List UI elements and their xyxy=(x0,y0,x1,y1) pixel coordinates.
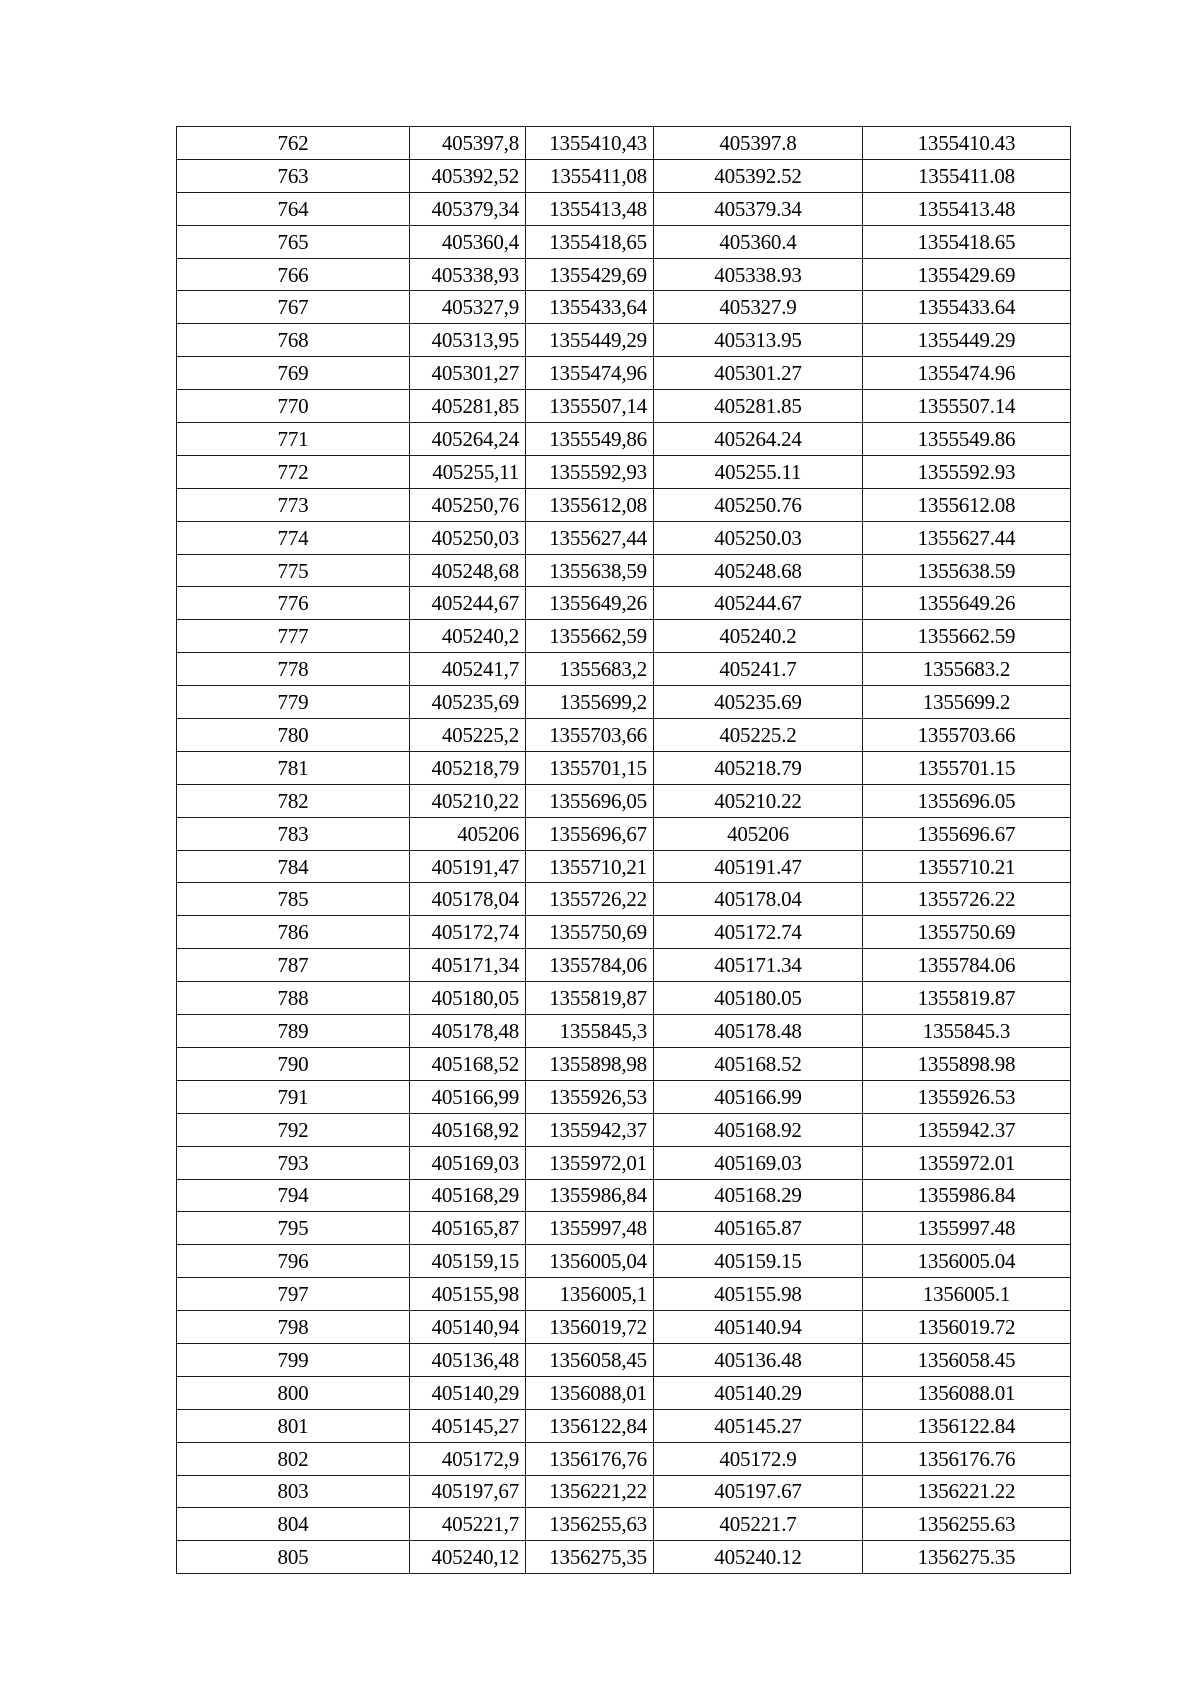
x-coord-comma-cell: 405240,2 xyxy=(410,620,526,653)
y-coord-dot-cell: 1355942.37 xyxy=(863,1113,1071,1146)
x-coord-comma-cell: 405140,94 xyxy=(410,1311,526,1344)
y-coord-dot-cell: 1356005.04 xyxy=(863,1245,1071,1278)
x-coord-comma-cell: 405392,52 xyxy=(410,159,526,192)
point-number-cell: 766 xyxy=(177,258,410,291)
table-row xyxy=(177,554,1071,587)
x-coord-comma-cell: 405313,95 xyxy=(410,324,526,357)
x-coord-comma-cell: 405281,85 xyxy=(410,390,526,423)
table-row xyxy=(177,225,1071,258)
x-coord-dot-cell: 405264.24 xyxy=(654,423,863,456)
x-coord-dot-cell: 405392.52 xyxy=(654,159,863,192)
table-row xyxy=(177,784,1071,817)
x-coord-comma-cell: 405171,34 xyxy=(410,949,526,982)
table-row xyxy=(177,686,1071,719)
coordinates-table-body xyxy=(177,127,1071,1574)
x-coord-dot-cell: 405197.67 xyxy=(654,1475,863,1508)
y-coord-comma-cell: 1355726,22 xyxy=(526,883,654,916)
y-coord-dot-cell: 1356088.01 xyxy=(863,1376,1071,1409)
point-number-cell: 781 xyxy=(177,751,410,784)
table-row xyxy=(177,1409,1071,1442)
y-coord-comma-cell: 1355972,01 xyxy=(526,1146,654,1179)
x-coord-dot-cell: 405166.99 xyxy=(654,1080,863,1113)
x-coord-dot-cell: 405145.27 xyxy=(654,1409,863,1442)
y-coord-comma-cell: 1355696,05 xyxy=(526,784,654,817)
y-coord-comma-cell: 1356088,01 xyxy=(526,1376,654,1409)
x-coord-comma-cell: 405225,2 xyxy=(410,719,526,752)
table-row xyxy=(177,949,1071,982)
y-coord-dot-cell: 1355701.15 xyxy=(863,751,1071,784)
x-coord-dot-cell: 405168.52 xyxy=(654,1047,863,1080)
x-coord-dot-cell: 405172.9 xyxy=(654,1442,863,1475)
table-row xyxy=(177,1245,1071,1278)
y-coord-comma-cell: 1355784,06 xyxy=(526,949,654,982)
point-number-cell: 780 xyxy=(177,719,410,752)
table-row xyxy=(177,1442,1071,1475)
y-coord-dot-cell: 1355696.67 xyxy=(863,817,1071,850)
table-row xyxy=(177,883,1071,916)
point-number-cell: 803 xyxy=(177,1475,410,1508)
y-coord-comma-cell: 1355612,08 xyxy=(526,488,654,521)
x-coord-dot-cell: 405168.29 xyxy=(654,1179,863,1212)
table-row xyxy=(177,1278,1071,1311)
y-coord-comma-cell: 1355638,59 xyxy=(526,554,654,587)
x-coord-dot-cell: 405240.2 xyxy=(654,620,863,653)
y-coord-comma-cell: 1356221,22 xyxy=(526,1475,654,1508)
x-coord-comma-cell: 405218,79 xyxy=(410,751,526,784)
y-coord-dot-cell: 1355683.2 xyxy=(863,653,1071,686)
y-coord-dot-cell: 1355972.01 xyxy=(863,1146,1071,1179)
y-coord-comma-cell: 1355845,3 xyxy=(526,1015,654,1048)
y-coord-comma-cell: 1355701,15 xyxy=(526,751,654,784)
x-coord-comma-cell: 405178,04 xyxy=(410,883,526,916)
point-number-cell: 769 xyxy=(177,357,410,390)
x-coord-dot-cell: 405338.93 xyxy=(654,258,863,291)
y-coord-comma-cell: 1355411,08 xyxy=(526,159,654,192)
x-coord-comma-cell: 405250,76 xyxy=(410,488,526,521)
y-coord-comma-cell: 1355418,65 xyxy=(526,225,654,258)
x-coord-comma-cell: 405221,7 xyxy=(410,1508,526,1541)
x-coord-comma-cell: 405255,11 xyxy=(410,455,526,488)
table-row xyxy=(177,1311,1071,1344)
x-coord-dot-cell: 405327.9 xyxy=(654,291,863,324)
table-row xyxy=(177,719,1071,752)
point-number-cell: 794 xyxy=(177,1179,410,1212)
table-row xyxy=(177,521,1071,554)
y-coord-comma-cell: 1355683,2 xyxy=(526,653,654,686)
x-coord-comma-cell: 405178,48 xyxy=(410,1015,526,1048)
y-coord-comma-cell: 1355662,59 xyxy=(526,620,654,653)
y-coord-comma-cell: 1355898,98 xyxy=(526,1047,654,1080)
y-coord-dot-cell: 1356019.72 xyxy=(863,1311,1071,1344)
table-row xyxy=(177,1113,1071,1146)
x-coord-dot-cell: 405140.29 xyxy=(654,1376,863,1409)
point-number-cell: 800 xyxy=(177,1376,410,1409)
y-coord-comma-cell: 1356005,1 xyxy=(526,1278,654,1311)
x-coord-comma-cell: 405397,8 xyxy=(410,127,526,160)
point-number-cell: 799 xyxy=(177,1343,410,1376)
y-coord-comma-cell: 1355649,26 xyxy=(526,587,654,620)
x-coord-dot-cell: 405206 xyxy=(654,817,863,850)
y-coord-dot-cell: 1355997.48 xyxy=(863,1212,1071,1245)
y-coord-dot-cell: 1355819.87 xyxy=(863,982,1071,1015)
y-coord-dot-cell: 1355699.2 xyxy=(863,686,1071,719)
y-coord-dot-cell: 1355549.86 xyxy=(863,423,1071,456)
x-coord-dot-cell: 405210.22 xyxy=(654,784,863,817)
x-coord-comma-cell: 405327,9 xyxy=(410,291,526,324)
x-coord-comma-cell: 405172,9 xyxy=(410,1442,526,1475)
x-coord-comma-cell: 405165,87 xyxy=(410,1212,526,1245)
y-coord-dot-cell: 1355784.06 xyxy=(863,949,1071,982)
x-coord-comma-cell: 405301,27 xyxy=(410,357,526,390)
point-number-cell: 790 xyxy=(177,1047,410,1080)
x-coord-comma-cell: 405180,05 xyxy=(410,982,526,1015)
x-coord-comma-cell: 405159,15 xyxy=(410,1245,526,1278)
x-coord-dot-cell: 405397.8 xyxy=(654,127,863,160)
x-coord-dot-cell: 405221.7 xyxy=(654,1508,863,1541)
y-coord-dot-cell: 1355449.29 xyxy=(863,324,1071,357)
x-coord-dot-cell: 405165.87 xyxy=(654,1212,863,1245)
point-number-cell: 764 xyxy=(177,192,410,225)
table-row xyxy=(177,620,1071,653)
x-coord-dot-cell: 405136.48 xyxy=(654,1343,863,1376)
y-coord-comma-cell: 1355592,93 xyxy=(526,455,654,488)
table-row xyxy=(177,1376,1071,1409)
point-number-cell: 784 xyxy=(177,850,410,883)
x-coord-dot-cell: 405241.7 xyxy=(654,653,863,686)
point-number-cell: 767 xyxy=(177,291,410,324)
y-coord-dot-cell: 1356122.84 xyxy=(863,1409,1071,1442)
x-coord-dot-cell: 405218.79 xyxy=(654,751,863,784)
x-coord-dot-cell: 405248.68 xyxy=(654,554,863,587)
y-coord-dot-cell: 1356176.76 xyxy=(863,1442,1071,1475)
point-number-cell: 775 xyxy=(177,554,410,587)
x-coord-dot-cell: 405250.03 xyxy=(654,521,863,554)
x-coord-comma-cell: 405241,7 xyxy=(410,653,526,686)
x-coord-dot-cell: 405169.03 xyxy=(654,1146,863,1179)
y-coord-dot-cell: 1356275.35 xyxy=(863,1541,1071,1574)
y-coord-comma-cell: 1356005,04 xyxy=(526,1245,654,1278)
y-coord-dot-cell: 1355926.53 xyxy=(863,1080,1071,1113)
table-row xyxy=(177,1475,1071,1508)
y-coord-comma-cell: 1355507,14 xyxy=(526,390,654,423)
x-coord-comma-cell: 405197,67 xyxy=(410,1475,526,1508)
table-row xyxy=(177,192,1071,225)
y-coord-comma-cell: 1355429,69 xyxy=(526,258,654,291)
x-coord-dot-cell: 405225.2 xyxy=(654,719,863,752)
x-coord-dot-cell: 405281.85 xyxy=(654,390,863,423)
point-number-cell: 788 xyxy=(177,982,410,1015)
x-coord-comma-cell: 405168,92 xyxy=(410,1113,526,1146)
x-coord-comma-cell: 405168,52 xyxy=(410,1047,526,1080)
y-coord-comma-cell: 1356058,45 xyxy=(526,1343,654,1376)
y-coord-dot-cell: 1355710.21 xyxy=(863,850,1071,883)
y-coord-dot-cell: 1355898.98 xyxy=(863,1047,1071,1080)
table-row xyxy=(177,1179,1071,1212)
x-coord-comma-cell: 405235,69 xyxy=(410,686,526,719)
y-coord-dot-cell: 1355649.26 xyxy=(863,587,1071,620)
point-number-cell: 762 xyxy=(177,127,410,160)
point-number-cell: 765 xyxy=(177,225,410,258)
point-number-cell: 787 xyxy=(177,949,410,982)
point-number-cell: 783 xyxy=(177,817,410,850)
y-coord-dot-cell: 1355696.05 xyxy=(863,784,1071,817)
x-coord-dot-cell: 405159.15 xyxy=(654,1245,863,1278)
point-number-cell: 805 xyxy=(177,1541,410,1574)
y-coord-comma-cell: 1355703,66 xyxy=(526,719,654,752)
y-coord-comma-cell: 1355433,64 xyxy=(526,291,654,324)
y-coord-dot-cell: 1355429.69 xyxy=(863,258,1071,291)
point-number-cell: 779 xyxy=(177,686,410,719)
table-row xyxy=(177,324,1071,357)
x-coord-comma-cell: 405169,03 xyxy=(410,1146,526,1179)
y-coord-comma-cell: 1355997,48 xyxy=(526,1212,654,1245)
x-coord-dot-cell: 405178.48 xyxy=(654,1015,863,1048)
y-coord-comma-cell: 1355410,43 xyxy=(526,127,654,160)
x-coord-comma-cell: 405155,98 xyxy=(410,1278,526,1311)
table-row xyxy=(177,587,1071,620)
point-number-cell: 802 xyxy=(177,1442,410,1475)
table-row xyxy=(177,1047,1071,1080)
x-coord-dot-cell: 405235.69 xyxy=(654,686,863,719)
x-coord-dot-cell: 405360.4 xyxy=(654,225,863,258)
table-row xyxy=(177,1080,1071,1113)
x-coord-dot-cell: 405180.05 xyxy=(654,982,863,1015)
point-number-cell: 778 xyxy=(177,653,410,686)
y-coord-dot-cell: 1356255.63 xyxy=(863,1508,1071,1541)
x-coord-comma-cell: 405244,67 xyxy=(410,587,526,620)
table-row xyxy=(177,488,1071,521)
x-coord-dot-cell: 405250.76 xyxy=(654,488,863,521)
table-row xyxy=(177,916,1071,949)
point-number-cell: 786 xyxy=(177,916,410,949)
point-number-cell: 801 xyxy=(177,1409,410,1442)
table-row xyxy=(177,357,1071,390)
x-coord-comma-cell: 405210,22 xyxy=(410,784,526,817)
point-number-cell: 768 xyxy=(177,324,410,357)
y-coord-dot-cell: 1356221.22 xyxy=(863,1475,1071,1508)
table-row xyxy=(177,1015,1071,1048)
y-coord-comma-cell: 1356176,76 xyxy=(526,1442,654,1475)
y-coord-comma-cell: 1355699,2 xyxy=(526,686,654,719)
point-number-cell: 773 xyxy=(177,488,410,521)
point-number-cell: 777 xyxy=(177,620,410,653)
table-row xyxy=(177,1541,1071,1574)
y-coord-comma-cell: 1355549,86 xyxy=(526,423,654,456)
y-coord-comma-cell: 1355750,69 xyxy=(526,916,654,949)
point-number-cell: 792 xyxy=(177,1113,410,1146)
x-coord-dot-cell: 405255.11 xyxy=(654,455,863,488)
point-number-cell: 774 xyxy=(177,521,410,554)
x-coord-dot-cell: 405301.27 xyxy=(654,357,863,390)
y-coord-dot-cell: 1355986.84 xyxy=(863,1179,1071,1212)
x-coord-comma-cell: 405168,29 xyxy=(410,1179,526,1212)
x-coord-comma-cell: 405136,48 xyxy=(410,1343,526,1376)
point-number-cell: 771 xyxy=(177,423,410,456)
table-row xyxy=(177,1343,1071,1376)
y-coord-dot-cell: 1355413.48 xyxy=(863,192,1071,225)
point-number-cell: 789 xyxy=(177,1015,410,1048)
coordinates-table xyxy=(176,126,1071,1574)
y-coord-comma-cell: 1356275,35 xyxy=(526,1541,654,1574)
y-coord-comma-cell: 1356122,84 xyxy=(526,1409,654,1442)
y-coord-comma-cell: 1355986,84 xyxy=(526,1179,654,1212)
y-coord-dot-cell: 1355662.59 xyxy=(863,620,1071,653)
x-coord-comma-cell: 405191,47 xyxy=(410,850,526,883)
point-number-cell: 776 xyxy=(177,587,410,620)
y-coord-dot-cell: 1356058.45 xyxy=(863,1343,1071,1376)
y-coord-comma-cell: 1355819,87 xyxy=(526,982,654,1015)
x-coord-comma-cell: 405379,34 xyxy=(410,192,526,225)
x-coord-comma-cell: 405206 xyxy=(410,817,526,850)
table-row xyxy=(177,127,1071,160)
x-coord-dot-cell: 405379.34 xyxy=(654,192,863,225)
table-row xyxy=(177,850,1071,883)
x-coord-dot-cell: 405240.12 xyxy=(654,1541,863,1574)
y-coord-comma-cell: 1355942,37 xyxy=(526,1113,654,1146)
y-coord-comma-cell: 1355449,29 xyxy=(526,324,654,357)
x-coord-comma-cell: 405140,29 xyxy=(410,1376,526,1409)
point-number-cell: 772 xyxy=(177,455,410,488)
x-coord-comma-cell: 405172,74 xyxy=(410,916,526,949)
table-row xyxy=(177,423,1071,456)
y-coord-dot-cell: 1356005.1 xyxy=(863,1278,1071,1311)
y-coord-dot-cell: 1355703.66 xyxy=(863,719,1071,752)
x-coord-comma-cell: 405360,4 xyxy=(410,225,526,258)
point-number-cell: 782 xyxy=(177,784,410,817)
y-coord-dot-cell: 1355474.96 xyxy=(863,357,1071,390)
y-coord-comma-cell: 1355627,44 xyxy=(526,521,654,554)
point-number-cell: 797 xyxy=(177,1278,410,1311)
y-coord-dot-cell: 1355592.93 xyxy=(863,455,1071,488)
point-number-cell: 798 xyxy=(177,1311,410,1344)
table-row xyxy=(177,817,1071,850)
table-row xyxy=(177,390,1071,423)
x-coord-comma-cell: 405248,68 xyxy=(410,554,526,587)
point-number-cell: 763 xyxy=(177,159,410,192)
table-row xyxy=(177,1508,1071,1541)
table-row xyxy=(177,1212,1071,1245)
table-row xyxy=(177,1146,1071,1179)
x-coord-dot-cell: 405171.34 xyxy=(654,949,863,982)
table-row xyxy=(177,291,1071,324)
point-number-cell: 770 xyxy=(177,390,410,423)
point-number-cell: 796 xyxy=(177,1245,410,1278)
point-number-cell: 795 xyxy=(177,1212,410,1245)
x-coord-comma-cell: 405264,24 xyxy=(410,423,526,456)
point-number-cell: 793 xyxy=(177,1146,410,1179)
table-row xyxy=(177,982,1071,1015)
x-coord-comma-cell: 405338,93 xyxy=(410,258,526,291)
table-row xyxy=(177,751,1071,784)
y-coord-dot-cell: 1355410.43 xyxy=(863,127,1071,160)
point-number-cell: 791 xyxy=(177,1080,410,1113)
x-coord-comma-cell: 405166,99 xyxy=(410,1080,526,1113)
y-coord-dot-cell: 1355845.3 xyxy=(863,1015,1071,1048)
x-coord-dot-cell: 405313.95 xyxy=(654,324,863,357)
y-coord-comma-cell: 1355413,48 xyxy=(526,192,654,225)
y-coord-dot-cell: 1355418.65 xyxy=(863,225,1071,258)
y-coord-dot-cell: 1355726.22 xyxy=(863,883,1071,916)
y-coord-comma-cell: 1355926,53 xyxy=(526,1080,654,1113)
y-coord-dot-cell: 1355433.64 xyxy=(863,291,1071,324)
table-row xyxy=(177,258,1071,291)
x-coord-dot-cell: 405244.67 xyxy=(654,587,863,620)
table-row xyxy=(177,653,1071,686)
x-coord-comma-cell: 405145,27 xyxy=(410,1409,526,1442)
y-coord-comma-cell: 1355474,96 xyxy=(526,357,654,390)
x-coord-dot-cell: 405140.94 xyxy=(654,1311,863,1344)
x-coord-comma-cell: 405240,12 xyxy=(410,1541,526,1574)
table-row xyxy=(177,159,1071,192)
x-coord-dot-cell: 405168.92 xyxy=(654,1113,863,1146)
y-coord-comma-cell: 1355710,21 xyxy=(526,850,654,883)
point-number-cell: 804 xyxy=(177,1508,410,1541)
y-coord-comma-cell: 1356019,72 xyxy=(526,1311,654,1344)
y-coord-dot-cell: 1355507.14 xyxy=(863,390,1071,423)
y-coord-dot-cell: 1355627.44 xyxy=(863,521,1071,554)
x-coord-dot-cell: 405191.47 xyxy=(654,850,863,883)
y-coord-dot-cell: 1355411.08 xyxy=(863,159,1071,192)
x-coord-dot-cell: 405178.04 xyxy=(654,883,863,916)
y-coord-dot-cell: 1355638.59 xyxy=(863,554,1071,587)
x-coord-dot-cell: 405155.98 xyxy=(654,1278,863,1311)
y-coord-comma-cell: 1355696,67 xyxy=(526,817,654,850)
y-coord-dot-cell: 1355612.08 xyxy=(863,488,1071,521)
y-coord-comma-cell: 1356255,63 xyxy=(526,1508,654,1541)
point-number-cell: 785 xyxy=(177,883,410,916)
table-row xyxy=(177,455,1071,488)
y-coord-dot-cell: 1355750.69 xyxy=(863,916,1071,949)
x-coord-dot-cell: 405172.74 xyxy=(654,916,863,949)
x-coord-comma-cell: 405250,03 xyxy=(410,521,526,554)
